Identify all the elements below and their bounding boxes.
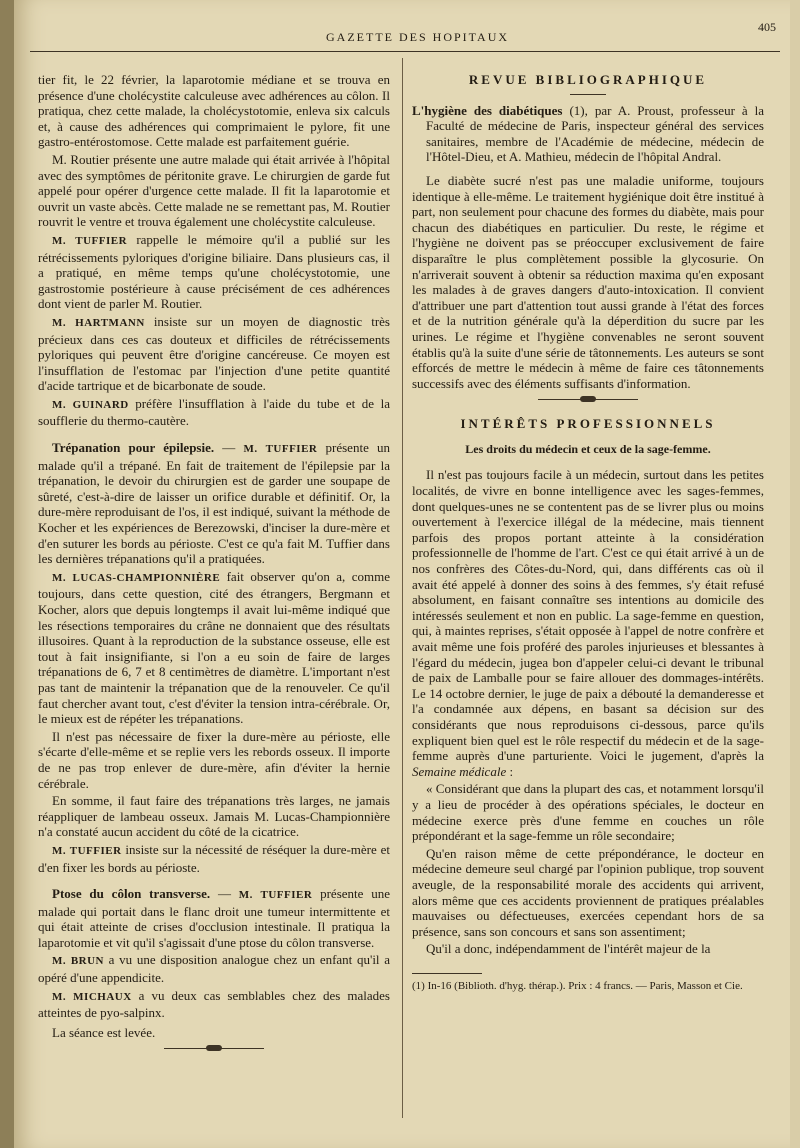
speaker-name: M. TUFFIER — [52, 844, 122, 857]
paragraph: M. GUINARD préfère l'insufflation à l'aide du tube et de la soufflerie du thermo-cautère. — [38, 395, 390, 429]
paragraph: M. HARTMANN insiste sur un moyen de diagnostic très précieux dans ces cas douteux et difficiles de rétrécissements pyloriques qui peuvent être d'origine cancéreuse. Ce moyen est l'insufflation de l'estomac par l'injection d'une petite quantité d'acide tartrique et de bicarbonate de soude. — [38, 313, 390, 394]
ornamental-rule — [538, 399, 638, 406]
speaker-name: M. MICHAUX — [52, 990, 132, 1003]
speaker-name: M. HARTMANN — [52, 316, 145, 329]
paragraph: En somme, il faut faire des trépanations très larges, ne jamais réappliquer de lambeau osseux. Jamais M. Lucas-Championnière n'a constaté aucun accident du côté de la cicatrice. — [38, 793, 390, 840]
quote-paragraph: Qu'il a donc, indépendamment de l'intérêt majeur de la — [426, 941, 711, 957]
book-title: L'hygiène des diabétiques — [412, 102, 563, 118]
paragraph: M. MICHAUX a vu deux cas semblables chez des malades atteintes de pyo-salpinx. — [38, 987, 390, 1021]
section-paragraph: Ptose du côlon transverse. — M. TUFFIER présente une malade qui portait dans le flanc droit une tumeur intermittente et qui était atteinte de crises d'occlusion intestinale. Il pratiqua la laparotomie et vit qu'il s'agissait d'une ptose du côlon transverse. — [38, 886, 390, 950]
paragraph: M. TUFFIER rappelle le mémoire qu'il a publié sur les rétrécissements pyloriques d'origine biliaire. Dans plusieurs cas, il a pratiqué, en même temps qu'une cholécystotomie, une gastrostomie postérieure à cause précisément de ces adhérences dont vient de parler M. Routier. — [38, 231, 390, 312]
paragraph: tier fit, le 22 février, la laparotomie médiane et se trouva en présence d'une cholécystite calculeuse avec adhérences au côlon. Il pratiqua, chez cette malade, la cholécystotomie, enleva six calculs et, à cause des adhérences qui comprimaient le pylore, fit une gastro-entérostomose. Cette malade est parfaitement guérie. — [38, 72, 390, 150]
column-divider — [402, 58, 403, 1118]
paragraph: M. TUFFIER insiste sur la nécessité de réséquer la dure-mère et d'en fixer les bords au périoste. — [38, 841, 390, 875]
section-heading-revue: REVUE BIBLIOGRAPHIQUE — [468, 72, 708, 87]
speaker-name: M. LUCAS-CHAMPIONNIÈRE — [52, 571, 221, 584]
paragraph: Le diabète sucré n'est pas une maladie uniforme, toujours identique à elle-même. Le traitement hygiénique doit être institué à part, non seulement pour chacune des formes du diabète, mais pour chacun des diabétiques en particulier. Du reste, le régime et l'hygiène ne doivent pas se préoccuper exclusivement de faire disparaître le plus complètement possible la glycosurie. On n'arriverait souvent à obtenir sa réduction maxima qu'en exposant les malades à de graves dangers d'auto-intoxication. Il convient d'attribuer une part d'attention tout aussi grande à l'état des forces et de la nutrition générale qu'à la déperdition du sucre par les urines. Le régime et l'hygiène convenables ne seront souvent établis qu'à la suite d'une série de tâtonnements. Les auteurs se sont efforcés de mettre le médecin à même de faire ces tâtonnements successifs avec des éléments suffisants d'information. — [412, 172, 764, 391]
speaker-name: M. GUINARD — [52, 398, 129, 411]
speaker-name: M. TUFFIER — [243, 443, 318, 456]
source-citation: Semaine médicale — [412, 763, 507, 779]
ornamental-rule — [164, 1048, 264, 1055]
running-title: GAZETTE DES HOPITAUX — [326, 30, 510, 44]
footnote: (1) In-16 (Biblioth. d'hyg. thérap.). Prix : 4 francs. — Paris, Masson et Cie. — [412, 979, 743, 992]
section-paragraph: Trépanation pour épilepsie. — M. TUFFIER présente un malade qu'il a trépané. En fait de traitement de l'épilepsie par la trépanation, le devoir du chirurgien est de garder une soupape de sûreté, c'est-à-dire de laisser un orifice durable et définitif. Or, la dure-mère reproduisant de l'os, il est indiqué, suivant la méthode de Kocher et les expériences de Berezowski, d'inciser la dure-mère et d'en suturer les bords au périoste. C'est ce qu'a fait M. Tuffier dans les dernières trépanations qu'il a pratiquées. — [38, 440, 390, 567]
article-subheading: Les droits du médecin et ceux de la sage-femme. — [465, 441, 711, 456]
header-rule — [30, 51, 780, 52]
paragraph: M. LUCAS-CHAMPIONNIÈRE fait observer qu'on a, comme toujours, dans cette question, cité des étrangers, Bergmann et Kocher, alors que depuis longtemps il avait lui-même indiqué que les résections temporaires du crâne ne donnaient que des résultats illusoires. Quant à la reproduction de la substance osseuse, elle est tout à fait insignifiante, si l'on a eu soin de faire de larges trépanations de 6, 7 et 8 centimètres de diamètre. L'important n'est pas tant de maintenir la trépanation que de la renouveler. Ce qu'il faut chercher avant tout, c'est d'éviter la tension intra-cérébrale. Or, le mieux est de répéter les trépanations. — [38, 568, 390, 727]
closing-line: La séance est levée. — [52, 1024, 156, 1040]
quote-paragraph: Qu'en raison même de cette prépondérance, le docteur en médecine demeure seul chargé par l'opinion publique, trop souvent aveugle, de la responsabilité morale des accidents qui arrivent, alors même que ces accidents proviennent de pratiques préalables mauvaises ou défectueuses, exercées cependant hors de sa présence, sans son concours et sans son assentiment; — [412, 845, 764, 939]
paragraph: Il n'est pas nécessaire de fixer la dure-mère au périoste, elle s'écarte d'elle-même et se replie vers les rebords osseux. Il importe de ne pas trop enlever de dure-mère, afin d'éviter la hernie cérébrale. — [38, 728, 390, 791]
paragraph: Il n'est pas toujours facile à un médecin, surtout dans les petites localités, de vivre en bonne intelligence avec les sages-femmes, dont quelques-unes ne se contentent pas de se livrer plus ou moins ouvertement à l'exercice illégal de la médecine, mais tiennent parfois des propos portant atteinte à la considération professionnelle de l'homme de l'art. C'est ce qui était arrivé à un de nos confrères des Côtes-du-Nord, qui, dans différents cas où il avait été appelé à donner des soins à des femmes, s'y était refusé absolument, en faisant connaître ses intentions au domicile des intéressés seulement et non en public. La sage-femme en question, qui, à maintes reprises, s'était opposée à l'appel de notre confrère et avait même une fois proféré des paroles injurieuses et blessantes à l'égard du médecin, jugea bon d'appeler celui-ci devant le tribunal de paix de Lamballe pour se faire allouer des dommages-intérêts. Le 14 octobre dernier, le juge de paix a débouté la demanderesse et l'a condamnée aux dépens, en basant sa décision sur des considérants que nous reproduisons ci-dessous, parce qu'ils expliquent bien quel est le rôle respectif du médecin et de la sage-femme auprès d'une parturiente. Voici le jugement, d'après la Semaine médicale : — [412, 467, 764, 779]
paragraph: M. BRUN a vu une disposition analogue chez un enfant qu'il a opéré d'une appendicite. — [38, 952, 390, 986]
footnote-rule — [412, 973, 482, 974]
right-column — [412, 72, 764, 1118]
paragraph: M. Routier présente une autre malade qui était arrivée à l'hôpital avec des symptômes de péritonite grave. Le chirurgien de garde fut appelé pour opérer d'urgence cette malade. Il fit la laparotomie et ouvrit un vaste abcès. Cette malade ne se remettant pas, M. Routier rouvrit le ventre et trouva également une cholécystite calculeuse. — [38, 151, 390, 230]
quote-paragraph: « Considérant que dans la plupart des cas, et notamment lorsqu'il y a lieu de procéder à des opérations spéciales, le docteur en médecine exerce près d'une femme en couches un rôle prépondérant et la sage-femme un rôle secondaire; — [412, 781, 764, 844]
speaker-name: M. TUFFIER — [238, 889, 313, 902]
bibliography-entry: L'hygiène des diabétiques (1), par A. Proust, professeur à la Faculté de médecine de Paris, inspecteur général des services sanitaires, membre de l'Académie de médecine, médecin de l'Hôtel-Dieu, et A. Mathieu, médecin de l'hôpital Andral. — [412, 102, 764, 165]
section-title: Ptose du côlon transverse. — [52, 886, 211, 902]
section-title: Trépanation pour épilepsie. — [52, 440, 215, 456]
left-column — [38, 72, 390, 1118]
short-rule — [570, 94, 606, 95]
section-heading-interets: INTÉRÊTS PROFESSIONNELS — [460, 416, 716, 432]
speaker-name: M. BRUN — [52, 955, 104, 968]
speaker-name: M. TUFFIER — [52, 234, 128, 247]
page-binding-edge — [0, 0, 14, 1148]
page-number: 405 — [758, 20, 776, 34]
